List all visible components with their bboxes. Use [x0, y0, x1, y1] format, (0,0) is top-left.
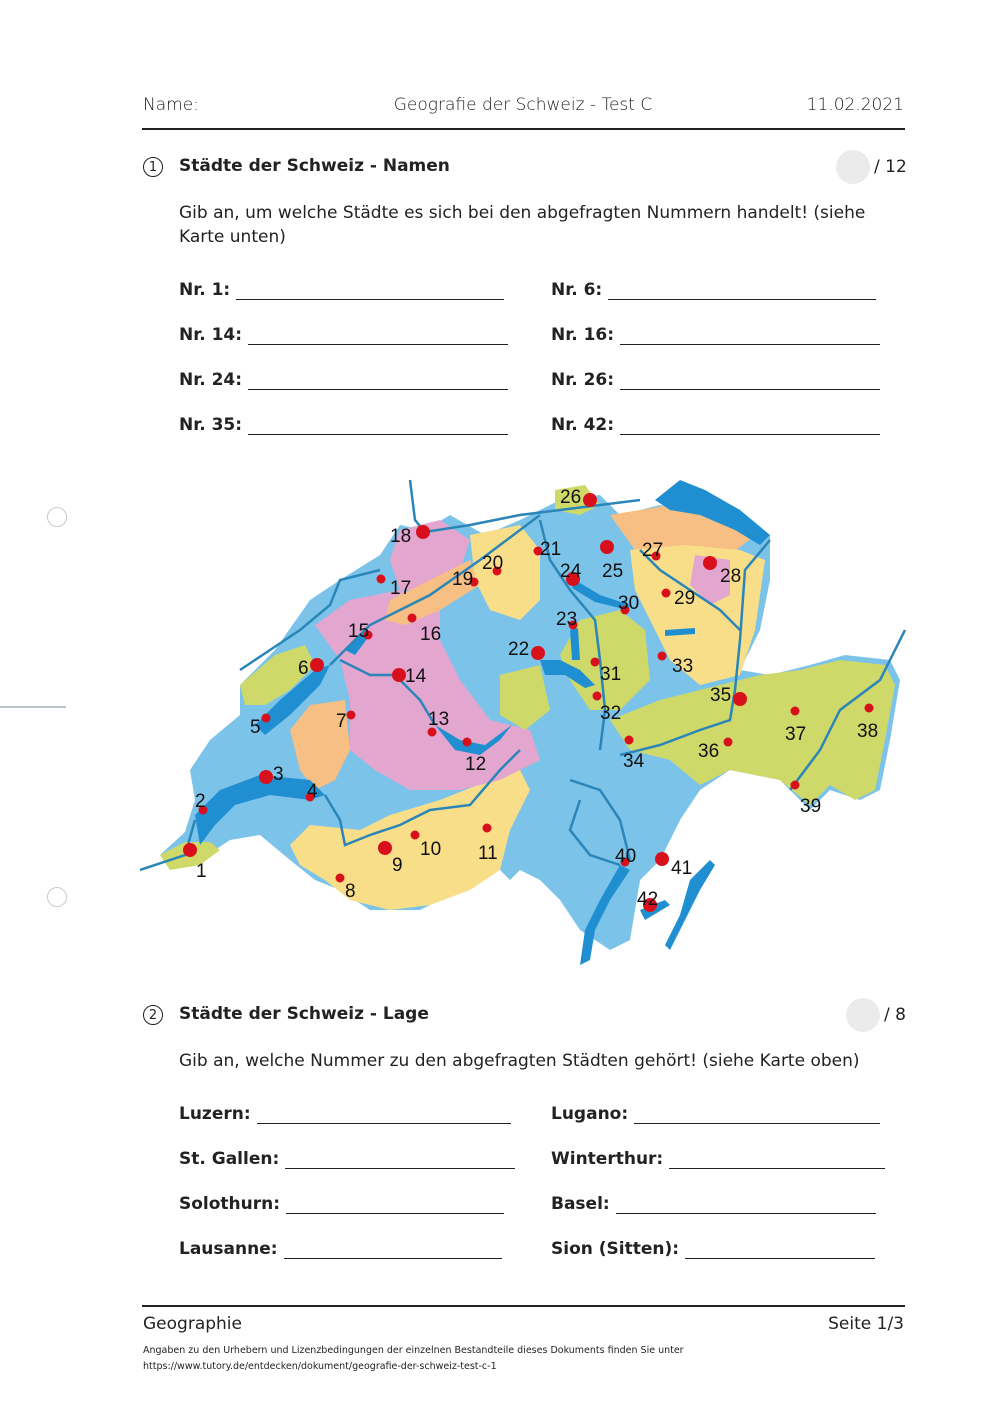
city-marker-14 [392, 668, 406, 682]
field-label: Nr. 24: [179, 370, 243, 390]
license-url[interactable]: https://www.tutory.de/entdecken/dokument/geografie-der-schweiz-test-c-1 [143, 1361, 497, 1372]
answer-field-lausanne[interactable] [179, 1239, 502, 1259]
city-marker-26 [583, 493, 597, 507]
answer-field-nr14[interactable] [179, 325, 508, 345]
section-title-1: Städte der Schweiz - Namen [179, 156, 450, 176]
field-label: Winterthur: [551, 1149, 664, 1169]
field-label: Solothurn: [179, 1194, 281, 1214]
city-number-8: 8 [345, 881, 356, 902]
city-marker-3 [259, 770, 273, 784]
city-number-36: 36 [698, 741, 720, 762]
city-number-26: 26 [560, 487, 582, 508]
answer-field-basel[interactable] [551, 1194, 876, 1214]
answer-line[interactable] [620, 326, 880, 345]
city-number-31: 31 [600, 664, 622, 685]
city-marker-10 [411, 831, 420, 840]
city-number-12: 12 [465, 754, 487, 775]
answer-line[interactable] [248, 326, 508, 345]
footer-rule [142, 1305, 905, 1307]
score-input-2[interactable] [846, 998, 880, 1032]
city-number-13: 13 [428, 709, 450, 730]
city-number-34: 34 [623, 751, 645, 772]
answer-field-stgallen[interactable] [179, 1149, 515, 1169]
city-marker-18 [416, 525, 430, 539]
city-marker-35 [733, 692, 747, 706]
city-number-1: 1 [196, 861, 207, 882]
city-number-3: 3 [273, 764, 284, 785]
city-number-2: 2 [195, 791, 206, 812]
field-label: St. Gallen: [179, 1149, 280, 1169]
city-number-7: 7 [336, 711, 347, 732]
score-input-1[interactable] [836, 150, 870, 184]
city-marker-36 [724, 738, 733, 747]
city-number-5: 5 [250, 717, 261, 738]
section-title-2: Städte der Schweiz - Lage [179, 1004, 429, 1024]
city-marker-5 [262, 714, 271, 723]
answer-line[interactable] [685, 1240, 875, 1259]
city-marker-31 [591, 658, 600, 667]
answer-line[interactable] [608, 281, 876, 300]
city-marker-37 [791, 707, 800, 716]
city-number-38: 38 [857, 721, 879, 742]
city-marker-17 [377, 575, 386, 584]
city-marker-41 [655, 852, 669, 866]
header-rule [142, 128, 905, 130]
city-number-21: 21 [540, 539, 562, 560]
city-number-29: 29 [674, 588, 696, 609]
city-number-23: 23 [556, 609, 578, 630]
answer-line[interactable] [236, 281, 504, 300]
switzerland-map [140, 460, 910, 980]
section-number-2: 2 [143, 1005, 163, 1025]
answer-field-nr1[interactable] [179, 280, 504, 300]
answer-line[interactable] [620, 416, 880, 435]
city-number-6: 6 [298, 658, 309, 679]
answer-field-nr6[interactable] [551, 280, 876, 300]
footer-subject: Geographie [143, 1314, 242, 1334]
city-marker-16 [408, 614, 417, 623]
city-number-32: 32 [600, 703, 622, 724]
field-label: Nr. 42: [551, 415, 615, 435]
answer-line[interactable] [286, 1195, 504, 1214]
score-max-2: / 8 [884, 1005, 906, 1025]
answer-line[interactable] [248, 416, 508, 435]
city-number-33: 33 [672, 656, 694, 677]
city-marker-1 [183, 843, 197, 857]
document-title: Geografie der Schweiz - Test C [393, 95, 653, 115]
field-label: Nr. 35: [179, 415, 243, 435]
city-marker-7 [347, 711, 356, 720]
city-number-9: 9 [392, 855, 403, 876]
answer-field-nr35[interactable] [179, 415, 508, 435]
field-label: Luzern: [179, 1104, 251, 1124]
city-number-24: 24 [560, 561, 582, 582]
answer-line[interactable] [285, 1150, 515, 1169]
field-label: Lugano: [551, 1104, 629, 1124]
city-number-35: 35 [710, 685, 732, 706]
answer-field-nr16[interactable] [551, 325, 880, 345]
city-marker-6 [310, 658, 324, 672]
city-marker-28 [703, 556, 717, 570]
city-number-15: 15 [348, 621, 370, 642]
city-marker-34 [625, 736, 634, 745]
city-number-17: 17 [390, 578, 412, 599]
city-number-11: 11 [478, 843, 498, 864]
city-number-42: 42 [637, 889, 659, 910]
city-number-10: 10 [420, 839, 442, 860]
instruction-2: Gib an, welche Nummer zu den abgefragten Städten gehört! (siehe Karte oben) [179, 1051, 860, 1071]
answer-line[interactable] [248, 371, 508, 390]
city-marker-9 [378, 841, 392, 855]
city-number-27: 27 [642, 540, 664, 561]
city-marker-33 [658, 652, 667, 661]
answer-field-luzern[interactable] [179, 1104, 511, 1124]
city-number-41: 41 [671, 858, 693, 879]
answer-line[interactable] [634, 1105, 880, 1124]
field-label: Nr. 26: [551, 370, 615, 390]
punch-hole-bottom [47, 887, 67, 907]
answer-field-nr26[interactable] [551, 370, 880, 390]
city-number-22: 22 [508, 639, 530, 660]
city-number-4: 4 [307, 781, 318, 802]
city-marker-8 [336, 874, 345, 883]
field-label: Nr. 16: [551, 325, 615, 345]
city-number-39: 39 [800, 796, 822, 817]
fold-mark [0, 706, 66, 708]
answer-field-sion[interactable] [551, 1239, 875, 1259]
document-date: 11.02.2021 [806, 95, 904, 115]
city-marker-29 [662, 589, 671, 598]
field-label: Sion (Sitten): [551, 1239, 680, 1259]
answer-field-solothurn[interactable] [179, 1194, 504, 1214]
score-max-1: / 12 [874, 157, 907, 177]
field-label: Basel: [551, 1194, 610, 1214]
city-number-16: 16 [420, 624, 442, 645]
field-label: Lausanne: [179, 1239, 278, 1259]
city-marker-22 [531, 646, 545, 660]
answer-field-lugano[interactable] [551, 1104, 880, 1124]
answer-field-nr24[interactable] [179, 370, 508, 390]
answer-line[interactable] [669, 1150, 885, 1169]
license-notice [143, 1343, 684, 1375]
answer-field-winterthur[interactable] [551, 1149, 885, 1169]
city-number-18: 18 [390, 526, 412, 547]
city-number-14: 14 [405, 666, 427, 687]
field-label: Nr. 1: [179, 280, 231, 300]
city-number-30: 30 [618, 593, 640, 614]
answer-line[interactable] [284, 1240, 502, 1259]
license-text: Angaben zu den Urhebern und Lizenzbedingungen der einzelnen Bestandteile dieses Dokuments finden Sie unter [143, 1345, 684, 1356]
city-number-20: 20 [482, 553, 504, 574]
city-marker-32 [593, 692, 602, 701]
punch-hole-top [47, 507, 67, 527]
answer-line[interactable] [620, 371, 880, 390]
city-number-25: 25 [602, 561, 624, 582]
city-marker-12 [463, 738, 472, 747]
city-number-19: 19 [452, 569, 474, 590]
city-number-37: 37 [785, 724, 807, 745]
footer-page-number: Seite 1/3 [828, 1314, 904, 1334]
field-label: Nr. 6: [551, 280, 603, 300]
answer-line[interactable] [257, 1105, 511, 1124]
answer-field-nr42[interactable] [551, 415, 880, 435]
name-label: Name: [143, 95, 199, 115]
instruction-1: Gib an, um welche Städte es sich bei den abgefragten Nummern handelt! (siehe Karte unten) [179, 203, 866, 247]
city-marker-39 [791, 781, 800, 790]
section-number-1: 1 [143, 157, 163, 177]
field-label: Nr. 14: [179, 325, 243, 345]
city-number-40: 40 [615, 846, 637, 867]
city-number-28: 28 [720, 566, 742, 587]
city-marker-25 [600, 540, 614, 554]
city-marker-11 [483, 824, 492, 833]
answer-line[interactable] [616, 1195, 876, 1214]
city-marker-38 [865, 704, 874, 713]
